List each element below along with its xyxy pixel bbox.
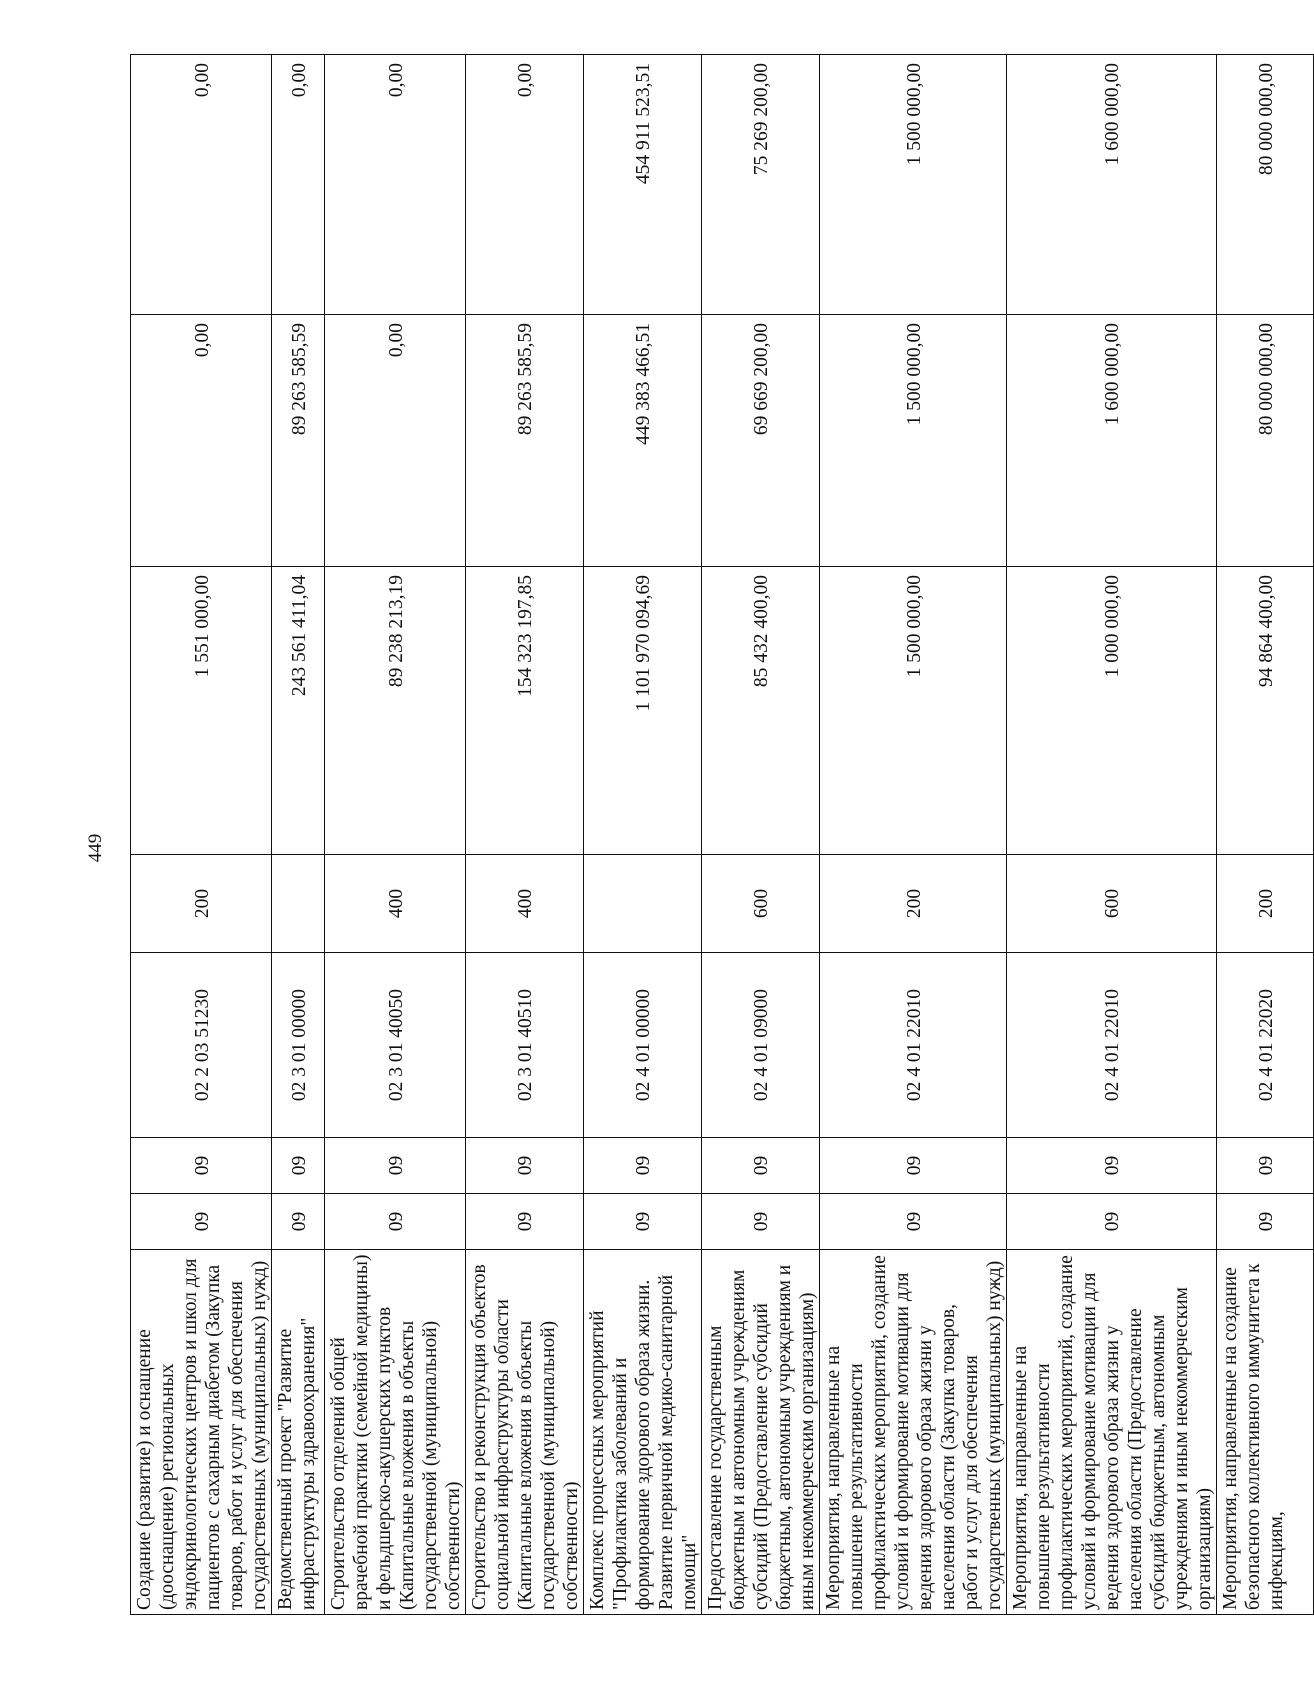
row-expense-type: 400 xyxy=(325,855,466,953)
row-sum-3: 0,00 xyxy=(325,55,466,315)
row-expense-type: 200 xyxy=(131,855,272,953)
row-sum-1: 1 500 000,00 xyxy=(820,567,1007,855)
row-target-article: 02 3 01 40050 xyxy=(325,953,466,1138)
row-section: 09 xyxy=(1007,1194,1217,1250)
row-subsection: 09 xyxy=(1007,1138,1217,1194)
row-sum-2: 80 000 000,00 xyxy=(1217,315,1314,567)
row-expense-type: 600 xyxy=(702,855,820,953)
row-target-article: 02 3 01 40510 xyxy=(466,953,584,1138)
row-expense-type: 400 xyxy=(466,855,584,953)
row-subsection: 09 xyxy=(325,1138,466,1194)
table-row xyxy=(466,55,584,1615)
row-name: Создание (развитие) и оснащение (дооснащение) региональных эндокринологических центров и школ для пациентов с сахарным диабетом (Закупка товаров, работ и услуг для обеспечения государственных (муниципальных) нужд) xyxy=(131,1250,272,1615)
row-sum-3: 0,00 xyxy=(131,55,272,315)
table-row xyxy=(325,55,466,1615)
page-number: 449 xyxy=(85,833,106,863)
row-name: Строительство отделений общей врачебной практики (семейной медицины) и фельдшерско-акушерских пунктов (Капитальные вложения в объекты государственной (муниципальной) собственности) xyxy=(325,1250,466,1615)
row-target-article: 02 4 01 00000 xyxy=(584,953,702,1138)
row-section: 09 xyxy=(131,1194,272,1250)
row-expense-type xyxy=(584,855,702,953)
row-sum-2: 1 600 000,00 xyxy=(1007,315,1217,567)
row-name: Мероприятия, направленные на повышение результативности профилактических мероприятий, создание условий и формирование мотивации для ведения здорового образа жизни у населения области (Закупка товаров, работ и услуг для обеспечения государственных (муниципальных) нужд) xyxy=(820,1250,1007,1615)
row-sum-2: 69 669 200,00 xyxy=(702,315,820,567)
row-target-article: 02 4 01 22020 xyxy=(1217,953,1314,1138)
row-target-article: 02 2 03 51230 xyxy=(131,953,272,1138)
row-name: Мероприятия, направленные на создание безопасного коллективного иммунитета к инфекциям, xyxy=(1217,1250,1314,1615)
row-sum-1: 154 323 197,85 xyxy=(466,567,584,855)
table-row xyxy=(1217,55,1314,1615)
row-sum-1: 1 000 000,00 xyxy=(1007,567,1217,855)
table-row xyxy=(584,55,702,1615)
row-sum-1: 1 551 000,00 xyxy=(131,567,272,855)
row-section: 09 xyxy=(272,1194,325,1250)
row-section: 09 xyxy=(1217,1194,1314,1250)
row-sum-3: 80 000 000,00 xyxy=(1217,55,1314,315)
row-target-article: 02 4 01 09000 xyxy=(702,953,820,1138)
row-sum-2: 1 500 000,00 xyxy=(820,315,1007,567)
row-expense-type: 200 xyxy=(820,855,1007,953)
row-sum-1: 89 238 213,19 xyxy=(325,567,466,855)
table-row xyxy=(131,55,272,1615)
row-section: 09 xyxy=(820,1194,1007,1250)
budget-table xyxy=(130,54,1314,1615)
row-subsection: 09 xyxy=(702,1138,820,1194)
row-expense-type: 200 xyxy=(1217,855,1314,953)
row-subsection: 09 xyxy=(820,1138,1007,1194)
row-name: Мероприятия, направленные на повышение результативности профилактических мероприятий, создание условий и формирование мотивации для ведения здорового образа жизни у населения области (Предоставление субсидий бюджетным, автономным учреждениям и иным некоммерческим организациям) xyxy=(1007,1250,1217,1615)
row-sum-3: 1 500 000,00 xyxy=(820,55,1007,315)
row-section: 09 xyxy=(702,1194,820,1250)
row-section: 09 xyxy=(584,1194,702,1250)
row-expense-type xyxy=(272,855,325,953)
row-sum-3: 0,00 xyxy=(272,55,325,315)
table-row xyxy=(702,55,820,1615)
row-sum-2: 89 263 585,59 xyxy=(272,315,325,567)
table-row xyxy=(272,55,325,1615)
row-sum-2: 449 383 466,51 xyxy=(584,315,702,567)
row-sum-3: 1 600 000,00 xyxy=(1007,55,1217,315)
row-sum-3: 454 911 523,51 xyxy=(584,55,702,315)
row-section: 09 xyxy=(325,1194,466,1250)
row-target-article: 02 4 01 22010 xyxy=(1007,953,1217,1138)
row-sum-1: 1 101 970 094,69 xyxy=(584,567,702,855)
row-subsection: 09 xyxy=(272,1138,325,1194)
row-sum-3: 0,00 xyxy=(466,55,584,315)
table-row xyxy=(1007,55,1217,1615)
row-name: Предоставление государственным бюджетным и автономным учреждениям субсидий (Предоставление субсидий бюджетным, автономным учреждениям и иным некоммерческим организациям) xyxy=(702,1250,820,1615)
rotated-table-container xyxy=(130,55,1287,1615)
row-subsection: 09 xyxy=(131,1138,272,1194)
row-name: Ведомственный проект "Развитие инфраструктуры здравоохранения" xyxy=(272,1250,325,1615)
row-subsection: 09 xyxy=(1217,1138,1314,1194)
row-name: Комплекс процессных мероприятий "Профилактика заболеваний и формирование здорового образа жизни. Развитие первичной медико-санитарной помощи" xyxy=(584,1250,702,1615)
row-sum-2: 0,00 xyxy=(325,315,466,567)
table-row xyxy=(820,55,1007,1615)
row-target-article: 02 3 01 00000 xyxy=(272,953,325,1138)
row-subsection: 09 xyxy=(584,1138,702,1194)
row-sum-3: 75 269 200,00 xyxy=(702,55,820,315)
row-sum-1: 94 864 400,00 xyxy=(1217,567,1314,855)
row-sum-1: 243 561 411,04 xyxy=(272,567,325,855)
row-target-article: 02 4 01 22010 xyxy=(820,953,1007,1138)
row-expense-type: 600 xyxy=(1007,855,1217,953)
row-name: Строительство и реконструкция объектов социальной инфраструктуры области (Капитальные вложения в объекты государственной (муниципальной) собственности) xyxy=(466,1250,584,1615)
row-section: 09 xyxy=(466,1194,584,1250)
row-sum-1: 85 432 400,00 xyxy=(702,567,820,855)
row-subsection: 09 xyxy=(466,1138,584,1194)
row-sum-2: 0,00 xyxy=(131,315,272,567)
row-sum-2: 89 263 585,59 xyxy=(466,315,584,567)
